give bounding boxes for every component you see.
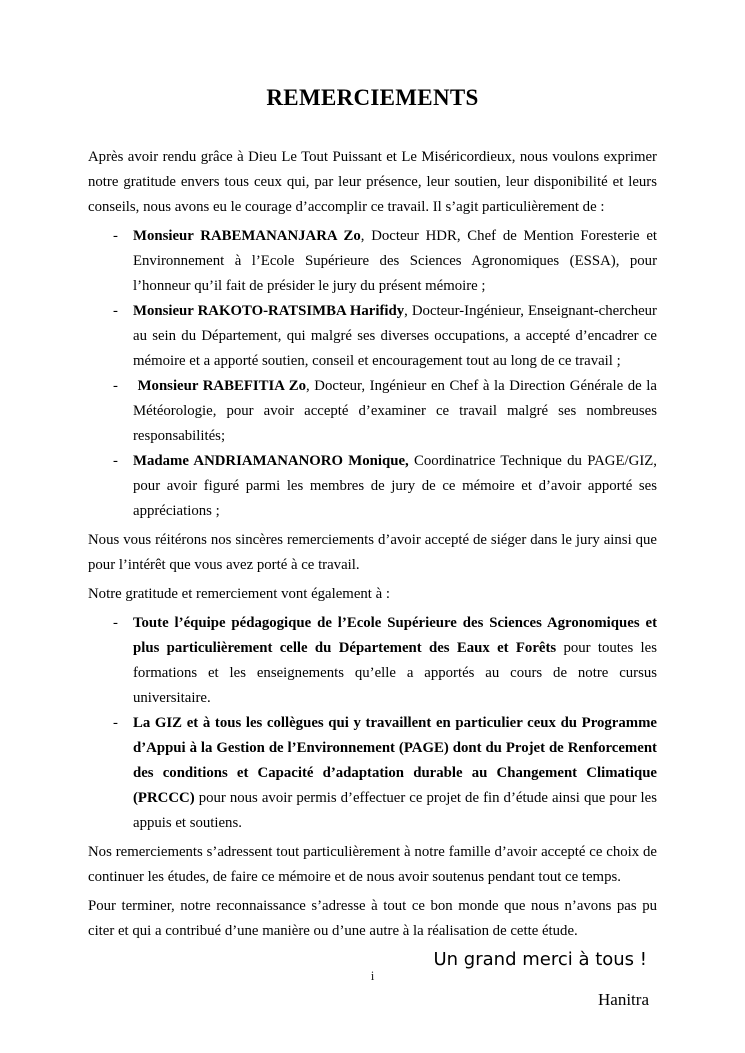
gratitude-list bbox=[88, 611, 657, 836]
paragraph-reiteration: Nous vous réitérons nos sincères remerciements d’avoir accepté de siéger dans le jury ainsi que pour l’intérêt que vous avez porté à ce travail. bbox=[88, 532, 657, 573]
item-description: , Docteur, Ingénieur en Chef à la Direction Générale de la Météorologie, pour avoir accepté d’examiner ce travail malgré ses nombreuses responsabilités; bbox=[133, 378, 657, 444]
paragraph-family: Nos remerciements s’adressent tout particulièrement à notre famille d’avoir accepté ce choix de continuer les études, de faire ce mémoire et de nous avoir soutenus pendant tout ce temps. bbox=[88, 844, 657, 885]
list-item bbox=[88, 611, 657, 711]
item-description: pour toutes les formations et les enseignements qu’elle a apportés au cours de notre cursus universitaire. bbox=[133, 640, 657, 706]
dash-marker: - bbox=[113, 615, 118, 631]
closing-message: Un grand merci à tous ! bbox=[433, 949, 647, 970]
item-description: , Docteur HDR, Chef de Mention Foresterie et Environnement à l’Ecole Supérieure des Sciences Agronomiques (ESSA), pour l’honneur qu’il fait de présider le jury du présent mémoire ; bbox=[133, 228, 658, 294]
person-name: Monsieur RABEFITIA Zo bbox=[133, 378, 307, 394]
list-item bbox=[88, 449, 657, 524]
page-title: REMERCIEMENTS bbox=[266, 85, 479, 110]
organization-name: Toute l’équipe pédagogique de l’Ecole Supérieure des Sciences Agronomiques et plus particulièrement celle du Département des Eaux et Forêts bbox=[133, 615, 657, 656]
paragraph-intro: Après avoir rendu grâce à Dieu Le Tout Puissant et Le Miséricordieux, nous voulons exprimer notre gratitude envers tous ceux qui, par leur présence, leur soutien, leur disponibilité et leurs conseils, nous avons eu le courage d’accomplir ce travail. Il s’agit particulièrement de : bbox=[88, 149, 657, 215]
list-item bbox=[88, 299, 657, 374]
list-item bbox=[88, 374, 657, 449]
dash-marker: - bbox=[113, 378, 118, 394]
list-item bbox=[88, 711, 657, 836]
list-item bbox=[88, 224, 657, 299]
item-description: , Docteur-Ingénieur, Enseignant-chercheur au sein du Département, qui malgré ses diverses occupations, a accepté d’encadrer ce mémoire et a apporté soutien, conseil et encouragement tout au long de ce travail ; bbox=[133, 303, 657, 369]
jury-list bbox=[88, 224, 657, 524]
item-description: Coordinatrice Technique du PAGE/GIZ, pour avoir figuré parmi les membres de jury de ce mémoire et d’avoir apporté ses appréciations ; bbox=[133, 453, 657, 519]
dash-marker: - bbox=[113, 453, 118, 469]
dash-marker: - bbox=[113, 715, 118, 731]
person-name: Madame ANDRIAMANANORO Monique, bbox=[133, 453, 409, 469]
dash-marker: - bbox=[113, 303, 118, 319]
person-name: Monsieur RABEMANANJARA Zo bbox=[133, 228, 361, 244]
paragraph-final: Pour terminer, notre reconnaissance s’adresse à tout ce bon monde que nous n’avons pas pu citer et qui a contribué d’une manière ou d’une autre à la réalisation de cette étude. bbox=[88, 898, 657, 939]
organization-name: La GIZ et à tous les collègues qui y travaillent en particulier ceux du Programme d’Appui à la Gestion de l’Environnement (PAGE) dont du Projet de Renforcement des conditions et Capacité d’adaptation durable au Changement Climatique (PRCCC) bbox=[133, 715, 657, 806]
page-number: i bbox=[370, 968, 375, 983]
person-name: Monsieur RAKOTO-RATSIMBA Harifidy bbox=[133, 303, 405, 319]
paragraph-gratitude-lead: Notre gratitude et remerciement vont également à : bbox=[88, 586, 390, 602]
dash-marker: - bbox=[113, 228, 118, 244]
signature-name: Hanitra bbox=[598, 990, 649, 1009]
item-description: pour nous avoir permis d’effectuer ce projet de fin d’étude ainsi que pour les appuis et soutiens. bbox=[133, 790, 657, 831]
